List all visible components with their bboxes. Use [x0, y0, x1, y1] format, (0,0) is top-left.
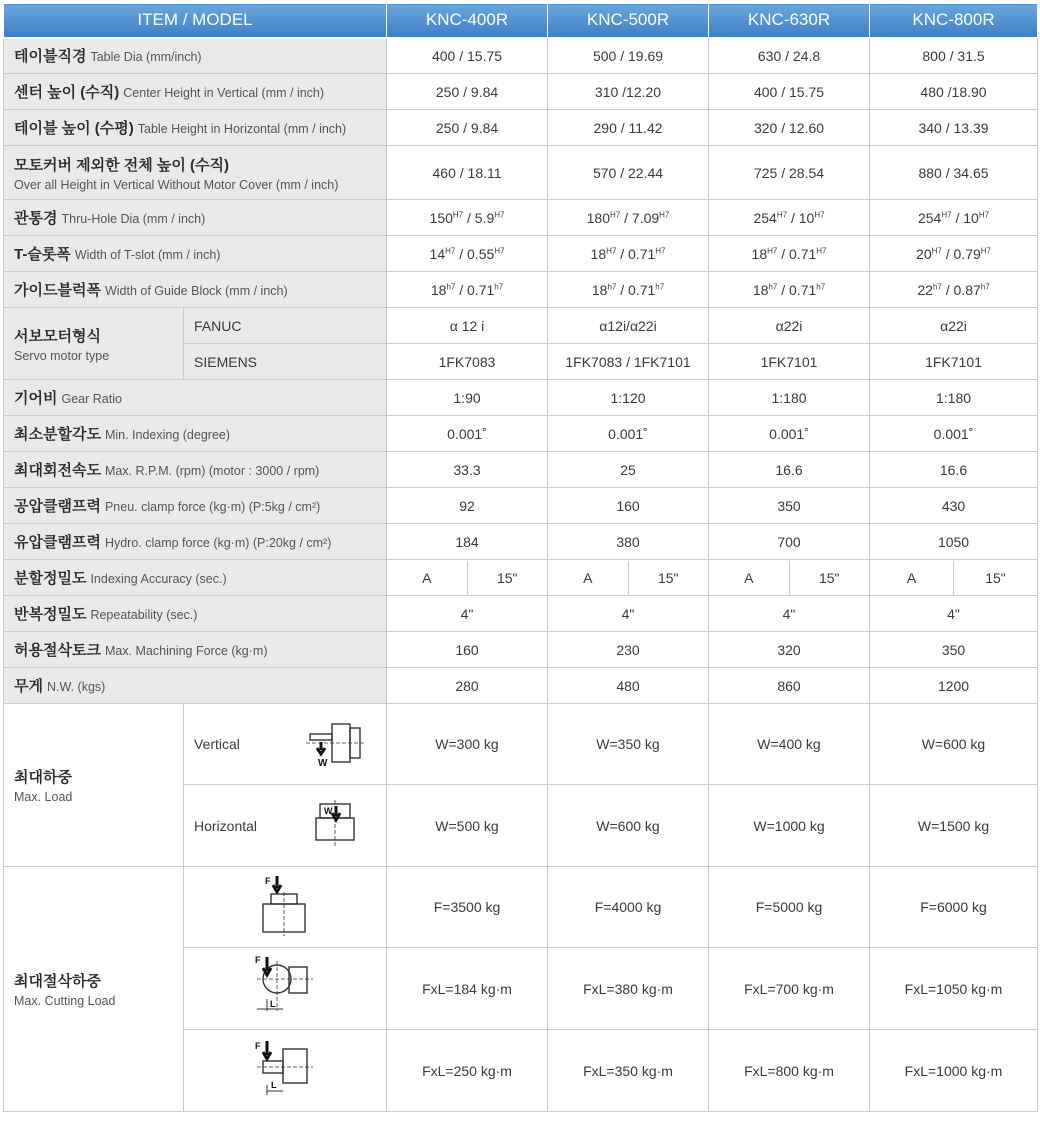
value-cell: 0.001˚ [387, 416, 548, 452]
row-t-slot [4, 236, 1038, 272]
sub-label: Horizontal [194, 817, 258, 834]
label-en: Indexing Accuracy (sec.) [90, 572, 227, 586]
value-cell: FxL=350 kg·m [548, 1030, 709, 1112]
label-ko: 기어비 [14, 390, 58, 407]
row-cutting-load-f [4, 867, 1038, 948]
value-cell: $18^{h7} / 0.71^{h7}$ [709, 272, 870, 308]
row-label [4, 110, 387, 146]
row-label [4, 200, 387, 236]
label-ko: 모토커버 제외한 전체 높이 (수직) [14, 156, 230, 174]
sub-label-cell [184, 1030, 387, 1112]
value-cell: 1:90 [387, 380, 548, 416]
value-cell: FxL=700 kg·m [709, 948, 870, 1030]
row-label [4, 488, 387, 524]
value-cell: 320 [709, 632, 870, 668]
row-servo-fanuc [4, 308, 1038, 344]
value-cell: 1FK7101 [870, 344, 1038, 380]
diagram-label-f: F [265, 875, 271, 886]
value-cell: 33.3 [387, 452, 548, 488]
label-en: Hydro. clamp force (kg·m) (P:20kg / cm²) [104, 536, 332, 550]
header-model: KNC-400R [387, 4, 548, 38]
row-label [4, 632, 387, 668]
sub-label: Vertical [194, 736, 240, 752]
row-label [4, 308, 184, 380]
value-cell: 430 [870, 488, 1038, 524]
value-cell: 250 / 9.84 [387, 110, 548, 146]
value-cell: W=500 kg [387, 785, 548, 867]
value-cell: α 12 i [387, 308, 548, 344]
value-cell: W=300 kg [387, 704, 548, 785]
value-cell: 725 / 28.54 [709, 146, 870, 200]
label-ko: 무게 [14, 678, 43, 695]
label-ko: 공압클램프력 [14, 498, 101, 515]
value-cell: 480 [548, 668, 709, 704]
vertical-load-diagram-icon [306, 720, 366, 768]
value-cell: 0.001˚ [548, 416, 709, 452]
label-en: Thru-Hole Dia (mm / inch) [61, 212, 206, 226]
value-cell: 92 [387, 488, 548, 524]
value-cell: A 15" [548, 560, 709, 596]
row-hydro-clamp [4, 524, 1038, 560]
value-cell: 16.6 [709, 452, 870, 488]
value-cell: W=350 kg [548, 704, 709, 785]
value-cell: 320 / 12.60 [709, 110, 870, 146]
diagram-label-w: W [324, 805, 333, 816]
value-cell: W=1000 kg [709, 785, 870, 867]
sub-label-cell [184, 948, 387, 1030]
value-cell: 1FK7083 [387, 344, 548, 380]
value-cell: 1FK7083 / 1FK7101 [548, 344, 709, 380]
value-cell: 250 / 9.84 [387, 74, 548, 110]
value-cell: $22^{h7} / 0.87^{h7}$ [870, 272, 1038, 308]
row-pneu-clamp [4, 488, 1038, 524]
value-cell: 230 [548, 632, 709, 668]
value-cell: A 15" [709, 560, 870, 596]
label-en: Over all Height in Vertical Without Motor Cover (mm / inch) [14, 177, 339, 192]
value-cell: 860 [709, 668, 870, 704]
value-cell: 570 / 22.44 [548, 146, 709, 200]
header-model: KNC-500R [548, 4, 709, 38]
label-ko: 테이블 높이 (수평) [14, 120, 134, 137]
label-ko: 서보모터형식 [14, 327, 101, 345]
header-row [4, 4, 1038, 38]
value-cell: 880 / 34.65 [870, 146, 1038, 200]
value-cell: 1:120 [548, 380, 709, 416]
value-cell: 310 /12.20 [548, 74, 709, 110]
diagram-label-f: F [255, 1041, 261, 1051]
value-cell: W=1500 kg [870, 785, 1038, 867]
value-cell: $20^{H7} / 0.79^{H7}$ [870, 236, 1038, 272]
value-cell: 16.6 [870, 452, 1038, 488]
value-cell: 400 / 15.75 [387, 38, 548, 74]
value-cell: $18^{h7} / 0.71^{h7}$ [387, 272, 548, 308]
label-ko: 최대절삭하중 [14, 973, 101, 990]
header-model: KNC-630R [709, 4, 870, 38]
label-ko: 허용절삭토크 [14, 642, 101, 659]
value-cell: FxL=800 kg·m [709, 1030, 870, 1112]
label-ko: 반복정밀도 [14, 606, 87, 623]
row-label [4, 146, 387, 200]
diagram-label-l: L [270, 999, 276, 1009]
row-machining-force [4, 632, 1038, 668]
row-label [4, 596, 387, 632]
sub-label: FANUC [184, 308, 387, 344]
cutting-moment-horizontal-diagram-icon [253, 1039, 317, 1099]
cutting-moment-vertical-diagram-icon [253, 953, 317, 1021]
value-cell: W=400 kg [709, 704, 870, 785]
value-cell: 1FK7101 [709, 344, 870, 380]
label-en: Width of T-slot (mm / inch) [74, 248, 221, 262]
value-cell: 700 [709, 524, 870, 560]
label-en: Pneu. clamp force (kg·m) (P:5kg / cm²) [104, 500, 321, 514]
sub-label: SIEMENS [184, 344, 387, 380]
value-cell: 0.001˚ [870, 416, 1038, 452]
label-ko: 분할정밀도 [14, 570, 87, 587]
value-cell: 4" [709, 596, 870, 632]
value-cell: FxL=250 kg·m [387, 1030, 548, 1112]
row-guide-block [4, 272, 1038, 308]
value-cell: F=4000 kg [548, 867, 709, 948]
label-ko: 가이드블럭폭 [14, 282, 101, 299]
row-label [4, 272, 387, 308]
row-indexing-accuracy [4, 560, 1038, 596]
value-cell: $18^{H7} / 0.71^{H7}$ [709, 236, 870, 272]
label-ko: T-슬롯폭 [14, 246, 71, 263]
row-repeatability [4, 596, 1038, 632]
cutting-force-diagram-icon [255, 874, 315, 938]
value-cell: FxL=380 kg·m [548, 948, 709, 1030]
row-label [4, 74, 387, 110]
value-cell: $254^{H7} / 10^{H7}$ [870, 200, 1038, 236]
value-cell: FxL=1050 kg·m [870, 948, 1038, 1030]
row-gear-ratio [4, 380, 1038, 416]
value-cell: $14^{H7} / 0.55^{H7}$ [387, 236, 548, 272]
value-cell: α22i [870, 308, 1038, 344]
row-label [4, 236, 387, 272]
label-ko: 센터 높이 (수직) [14, 84, 120, 101]
value-cell: 480 /18.90 [870, 74, 1038, 110]
diagram-label-w: W [318, 758, 328, 768]
row-table-dia [4, 38, 1038, 74]
value-cell: 160 [387, 632, 548, 668]
value-cell: 380 [548, 524, 709, 560]
label-ko: 최대회전속도 [14, 462, 101, 479]
sub-label-cell [184, 867, 387, 948]
row-label [4, 524, 387, 560]
sub-label-cell [184, 785, 387, 867]
row-max-rpm [4, 452, 1038, 488]
row-label [4, 560, 387, 596]
row-label [4, 668, 387, 704]
value-cell: FxL=184 kg·m [387, 948, 548, 1030]
value-cell: 460 / 18.11 [387, 146, 548, 200]
value-cell: 25 [548, 452, 709, 488]
value-cell: 400 / 15.75 [709, 74, 870, 110]
label-en: N.W. (kgs) [46, 680, 106, 694]
row-max-load-vertical [4, 704, 1038, 785]
label-en: Width of Guide Block (mm / inch) [104, 284, 288, 298]
label-ko: 최대하중 [14, 769, 72, 786]
row-min-indexing [4, 416, 1038, 452]
value-cell: F=6000 kg [870, 867, 1038, 948]
label-ko: 유압클램프력 [14, 534, 101, 551]
label-en: Table Height in Horizontal (mm / inch) [137, 122, 347, 136]
value-cell: 160 [548, 488, 709, 524]
header-model: KNC-800R [870, 4, 1038, 38]
value-cell: 630 / 24.8 [709, 38, 870, 74]
row-overall-height [4, 146, 1038, 200]
value-cell: 1200 [870, 668, 1038, 704]
value-cell: 1050 [870, 524, 1038, 560]
value-cell: 1:180 [870, 380, 1038, 416]
value-cell: A 15" [387, 560, 548, 596]
value-cell: 4" [548, 596, 709, 632]
value-cell: 4" [870, 596, 1038, 632]
row-center-height [4, 74, 1038, 110]
spec-table [3, 3, 1038, 1112]
value-cell: 4" [387, 596, 548, 632]
value-cell: 1:180 [709, 380, 870, 416]
label-ko: 테이블직경 [14, 48, 87, 66]
value-cell: 500 / 19.69 [548, 38, 709, 74]
value-cell: $150^{H7} / 5.9^{H7}$ [387, 200, 548, 236]
label-en: Max. Load [14, 790, 73, 804]
diagram-label-l: L [271, 1080, 277, 1090]
value-cell: 350 [709, 488, 870, 524]
sub-label-cell [184, 704, 387, 785]
label-en: Min. Indexing (degree) [104, 428, 231, 442]
row-label [4, 38, 387, 74]
row-table-height [4, 110, 1038, 146]
row-label [4, 416, 387, 452]
row-weight [4, 668, 1038, 704]
label-en: Max. R.P.M. (rpm) (motor : 3000 / rpm) [104, 464, 320, 478]
value-cell: 340 / 13.39 [870, 110, 1038, 146]
label-en: Repeatability (sec.) [90, 608, 198, 622]
value-cell: 290 / 11.42 [548, 110, 709, 146]
label-ko: 관통경 [14, 210, 58, 227]
value-cell: F=5000 kg [709, 867, 870, 948]
value-cell: 0.001˚ [709, 416, 870, 452]
value-cell: FxL=1000 kg·m [870, 1030, 1038, 1112]
value-cell: 350 [870, 632, 1038, 668]
label-ko: 최소분할각도 [14, 426, 101, 443]
value-cell: $18^{H7} / 0.71^{H7}$ [548, 236, 709, 272]
diagram-label-f: F [255, 955, 261, 965]
value-cell: $180^{H7} / 7.09^{H7}$ [548, 200, 709, 236]
value-cell: 184 [387, 524, 548, 560]
value-cell: $254^{H7} / 10^{H7}$ [709, 200, 870, 236]
value-cell: 280 [387, 668, 548, 704]
value-cell: A 15" [870, 560, 1038, 596]
value-cell: α12i/α22i [548, 308, 709, 344]
label-en: Gear Ratio [61, 392, 122, 406]
row-label [4, 452, 387, 488]
label-en: Max. Cutting Load [14, 994, 116, 1008]
horizontal-load-diagram-icon [306, 800, 366, 852]
header-item-model: ITEM / MODEL [4, 4, 387, 38]
row-label [4, 704, 184, 867]
value-cell: α22i [709, 308, 870, 344]
label-en: Table Dia (mm/inch) [90, 50, 202, 65]
value-cell: W=600 kg [548, 785, 709, 867]
value-cell: W=600 kg [870, 704, 1038, 785]
row-label [4, 867, 184, 1112]
label-en: Max. Machining Force (kg·m) [104, 644, 268, 658]
value-cell: 800 / 31.5 [870, 38, 1038, 74]
label-en: Servo motor type [14, 348, 110, 363]
row-thru-hole [4, 200, 1038, 236]
label-en: Center Height in Vertical (mm / inch) [123, 86, 325, 100]
row-label [4, 380, 387, 416]
value-cell: F=3500 kg [387, 867, 548, 948]
value-cell: $18^{h7} / 0.71^{h7}$ [548, 272, 709, 308]
